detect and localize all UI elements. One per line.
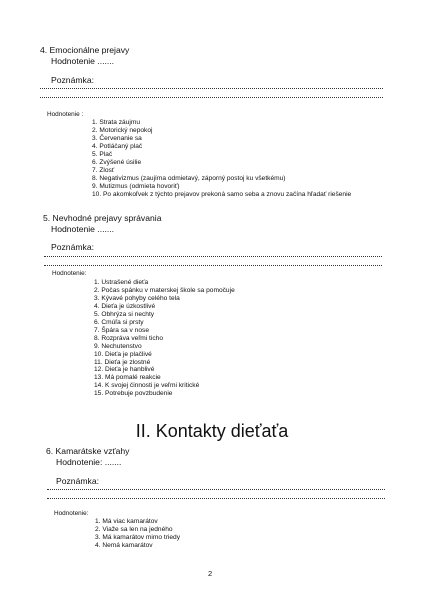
list-item: 6. Cmúľa si prsty <box>94 318 144 326</box>
list-item: 15. Potrebuje povzbudenie <box>94 390 173 398</box>
chapter-title: II. Kontakty dieťaťa <box>135 421 289 441</box>
section-6-hodnotenie: Hodnotenie: ....... <box>56 457 122 467</box>
list-item: 1. Ustrašené dieťa <box>94 279 149 286</box>
section-6-poznamka: Poznámka: <box>56 476 99 486</box>
section-4-hodnotenie: Hodnotenie ....... <box>51 56 115 66</box>
section-4-list <box>92 119 351 199</box>
list-item: 4. Dieťa je úzkostlivé <box>94 302 156 310</box>
list-item: 4. Nemá kamarátov <box>95 541 153 549</box>
section-5-hodnotenie: Hodnotenie ....... <box>51 224 115 234</box>
section-6-list-label: Hodnotenie: <box>54 510 89 517</box>
section-4-list-label: Hodnotenie : <box>47 111 84 118</box>
section-5-list-label: Hodnotenie: <box>52 270 87 277</box>
section-5-list <box>94 279 235 398</box>
dotted-line <box>47 489 385 490</box>
section-4-poznamka: Poznámka: <box>51 75 94 85</box>
list-item: 3. Kývavé pohyby celého tela <box>94 294 180 302</box>
list-item: 2. Viaže sa len na jedného <box>95 525 173 533</box>
dotted-line <box>47 498 385 499</box>
list-item: 3. Červenanie sa <box>92 134 142 142</box>
section-5-title: 5. Nevhodné prejavy správania <box>43 213 162 223</box>
section-6-list <box>95 518 180 550</box>
dotted-line <box>44 265 382 266</box>
list-item: 8. Negativizmus (zaujíma odmietavý, záporný postoj ku všetkému) <box>92 174 286 182</box>
list-item: 2. Motorický nepokoj <box>92 126 153 134</box>
list-item: 7. Špára sa v nose <box>94 326 149 334</box>
list-item: 6. Zvýšené úsilie <box>92 158 142 166</box>
dotted-line <box>40 88 383 89</box>
list-item: 7. Zlosť <box>92 166 115 174</box>
section-4-title: 4. Emocionálne prejavy <box>40 45 130 55</box>
list-item: 9. Mutizmus (odmieta hovoriť) <box>92 182 180 190</box>
list-item: 4. Potláčaný plač <box>92 142 143 150</box>
list-item: 2. Počas spánku v materskej škole sa pomočuje <box>94 286 235 294</box>
list-item: 5. Obhrýza si nechty <box>94 310 155 318</box>
list-item: 3. Má kamarátov mimo triedy <box>95 533 181 541</box>
list-item: 13. Má pomalé reakcie <box>94 374 161 382</box>
section-6-title: 6. Kamarátske vzťahy <box>46 446 130 456</box>
page-number: 2 <box>208 569 213 578</box>
dotted-line <box>44 256 382 257</box>
list-item: 14. K svojej činnosti je veľmi kritické <box>94 382 200 390</box>
list-item: 1. Strata záujmu <box>92 119 141 126</box>
list-item: 12. Dieťa je hanblivé <box>94 366 155 374</box>
list-item: 5. Plač <box>92 150 113 158</box>
list-item: 10. Po akomkoľvek z týchto prejavov prekoná samo seba a znovu začína hľadať riešenie <box>92 190 352 198</box>
list-item: 11. Dieťa je zlostné <box>94 358 151 366</box>
section-5-poznamka: Poznámka: <box>51 242 94 252</box>
list-item: 1. Má viac kamarátov <box>95 518 158 525</box>
dotted-line <box>40 97 383 98</box>
list-item: 10. Dieťa je plačlivé <box>94 350 152 358</box>
list-item: 9. Nechutenstvo <box>94 342 142 350</box>
list-item: 8. Rozpráva veľmi ticho <box>94 334 163 342</box>
